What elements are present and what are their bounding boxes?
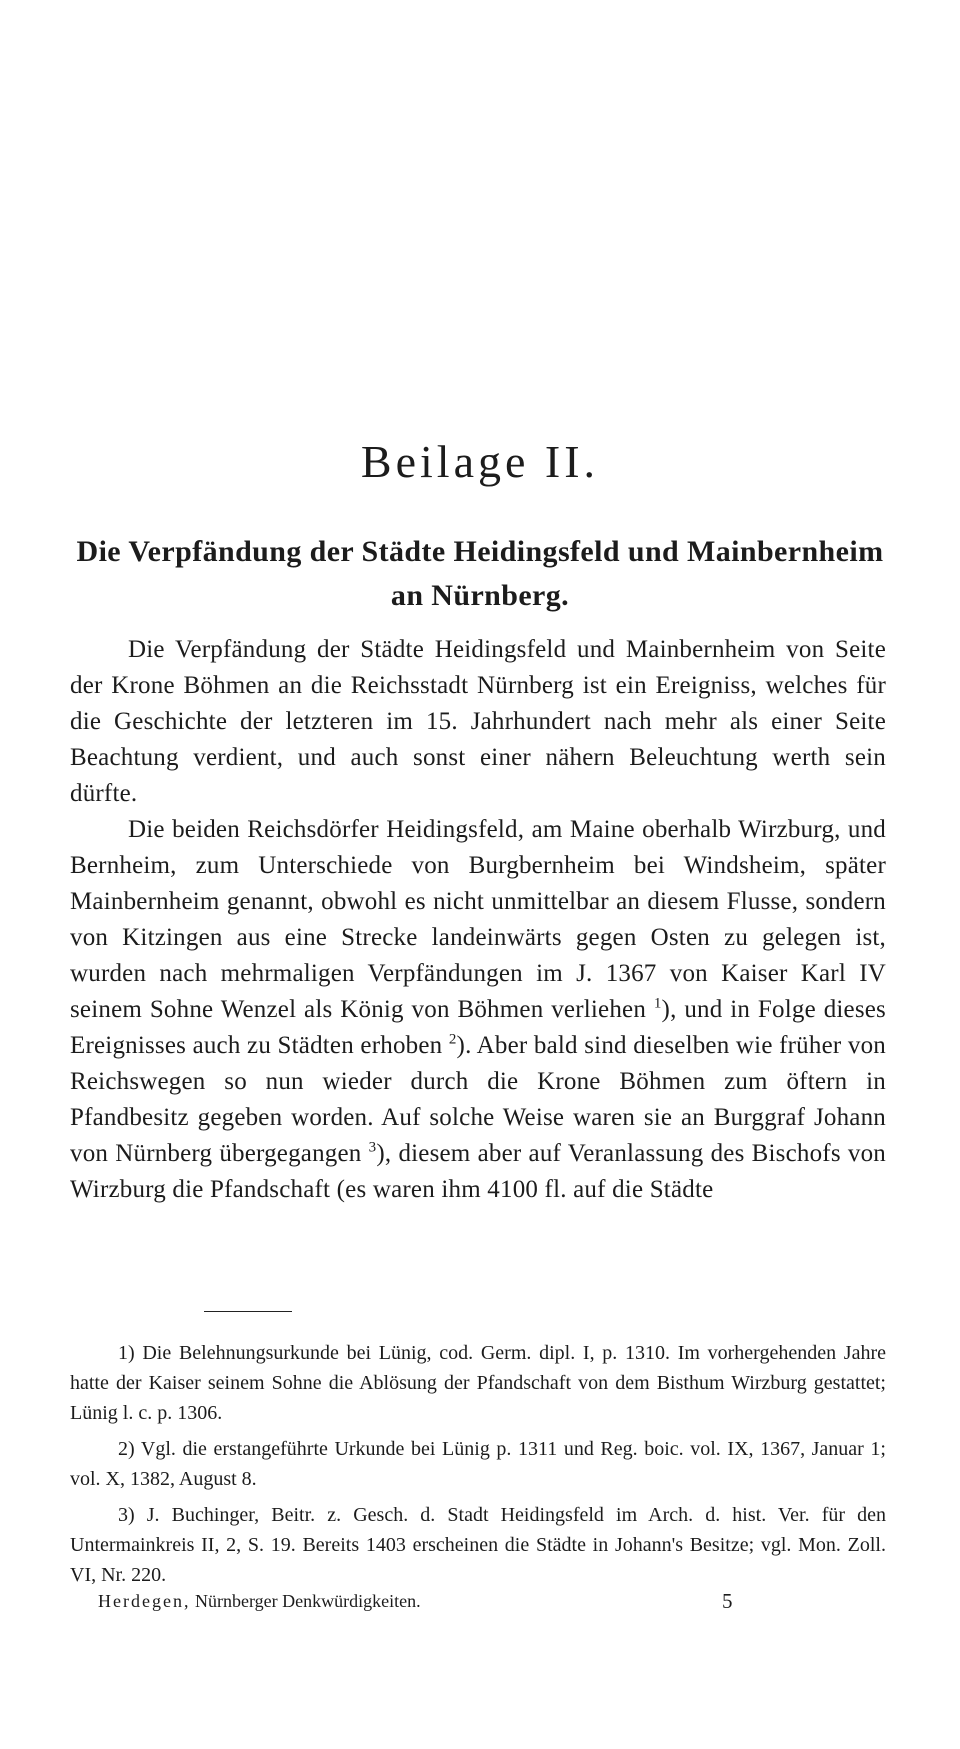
footnote-2: 2) Vgl. die erstangeführte Urkunde bei Lünig p. 1311 und Reg. boic. vol. IX, 1367, Januar 1; vol. X, 1382, August 8. [70,1438,886,1490]
chapter-title [70,530,890,618]
appendix-heading: Beilage II. [360,436,600,487]
chapter-title-line-2: an Nürnberg. [390,579,570,612]
page-footer [98,1586,738,1616]
footnotes [70,1338,886,1596]
paragraph-2-text-d: ), diesem aber auf Veranlassung des Bischofs von Wirzburg die Pfandschaft (es waren ihm 4100 fl. auf die Städte [70,1140,886,1203]
page-number: 5 [722,1589,733,1613]
footnote-divider [204,1311,292,1312]
footnote-ref-1: 1 [653,995,662,1012]
footer-book-title: Nürnberger Denkwürdigkeiten. [194,1591,421,1611]
paragraph-2 [70,812,886,1208]
footnote-ref-2: 2 [448,1031,457,1048]
body-text [70,632,886,1208]
footnote-1: 1) Die Belehnungsurkunde bei Lünig, cod. Germ. dipl. I, p. 1310. Im vorhergehenden Jahre hatte der Kaiser seinem Sohne die Ablösung der Pfandschaft von dem Bisthum Wirzburg gestattet; Lünig l. c. p. 1306. [70,1342,886,1424]
footnote-ref-3: 3 [368,1139,377,1156]
footnote-3: 3) J. Buchinger, Beitr. z. Gesch. d. Stadt Heidingsfeld im Arch. d. hist. Ver. für den Untermainkreis II, 2, S. 19. Bereits 1403 erscheinen die Städte in Johann's Besitze; vgl. Mon. Zoll. VI, Nr. 220. [70,1504,886,1586]
footer-author: Herdegen, [98,1591,191,1611]
paragraph-1: Die Verpfändung der Städte Heidingsfeld und Mainbernheim von Seite der Krone Böhmen an die Reichsstadt Nürnberg ist ein Ereigniss, welches für die Geschichte der letzteren im 15. Jahrhundert nach mehr als einer Seite Beachtung verdient, und auch sonst einer nähern Beleuchtung werth sein dürfte. [70,636,886,807]
paragraph-2-text-b: ), und in Folge dieses Ereignisses auch zu Städten erhoben [70,996,886,1059]
paragraph-2-text-c: ). Aber bald sind dieselben wie früher von Reichswegen so nun wieder durch die Krone Böhmen zum öftern in Pfandbesitz gegeben worden. Auf solche Weise waren sie an Burggraf Johann von Nürnberg übergegangen [70,1032,886,1167]
chapter-title-line-1: Die Verpfändung der Städte Heidingsfeld und Mainbernheim [76,535,884,568]
paragraph-2-text-a: Die beiden Reichsdörfer Heidingsfeld, am Maine oberhalb Wirzburg, und Bernheim, zum Unterschiede von Burgbernheim bei Windsheim, später Mainbernheim genannt, obwohl es nicht unmittelbar an diesem Flusse, sondern von Kitzingen aus eine Strecke landeinwärts gegen Osten zu gelegen ist, wurden nach mehrmaligen Verpfändungen im J. 1367 von Kaiser Karl IV seinem Sohne Wenzel als König von Böhmen verliehen [70,816,886,1023]
